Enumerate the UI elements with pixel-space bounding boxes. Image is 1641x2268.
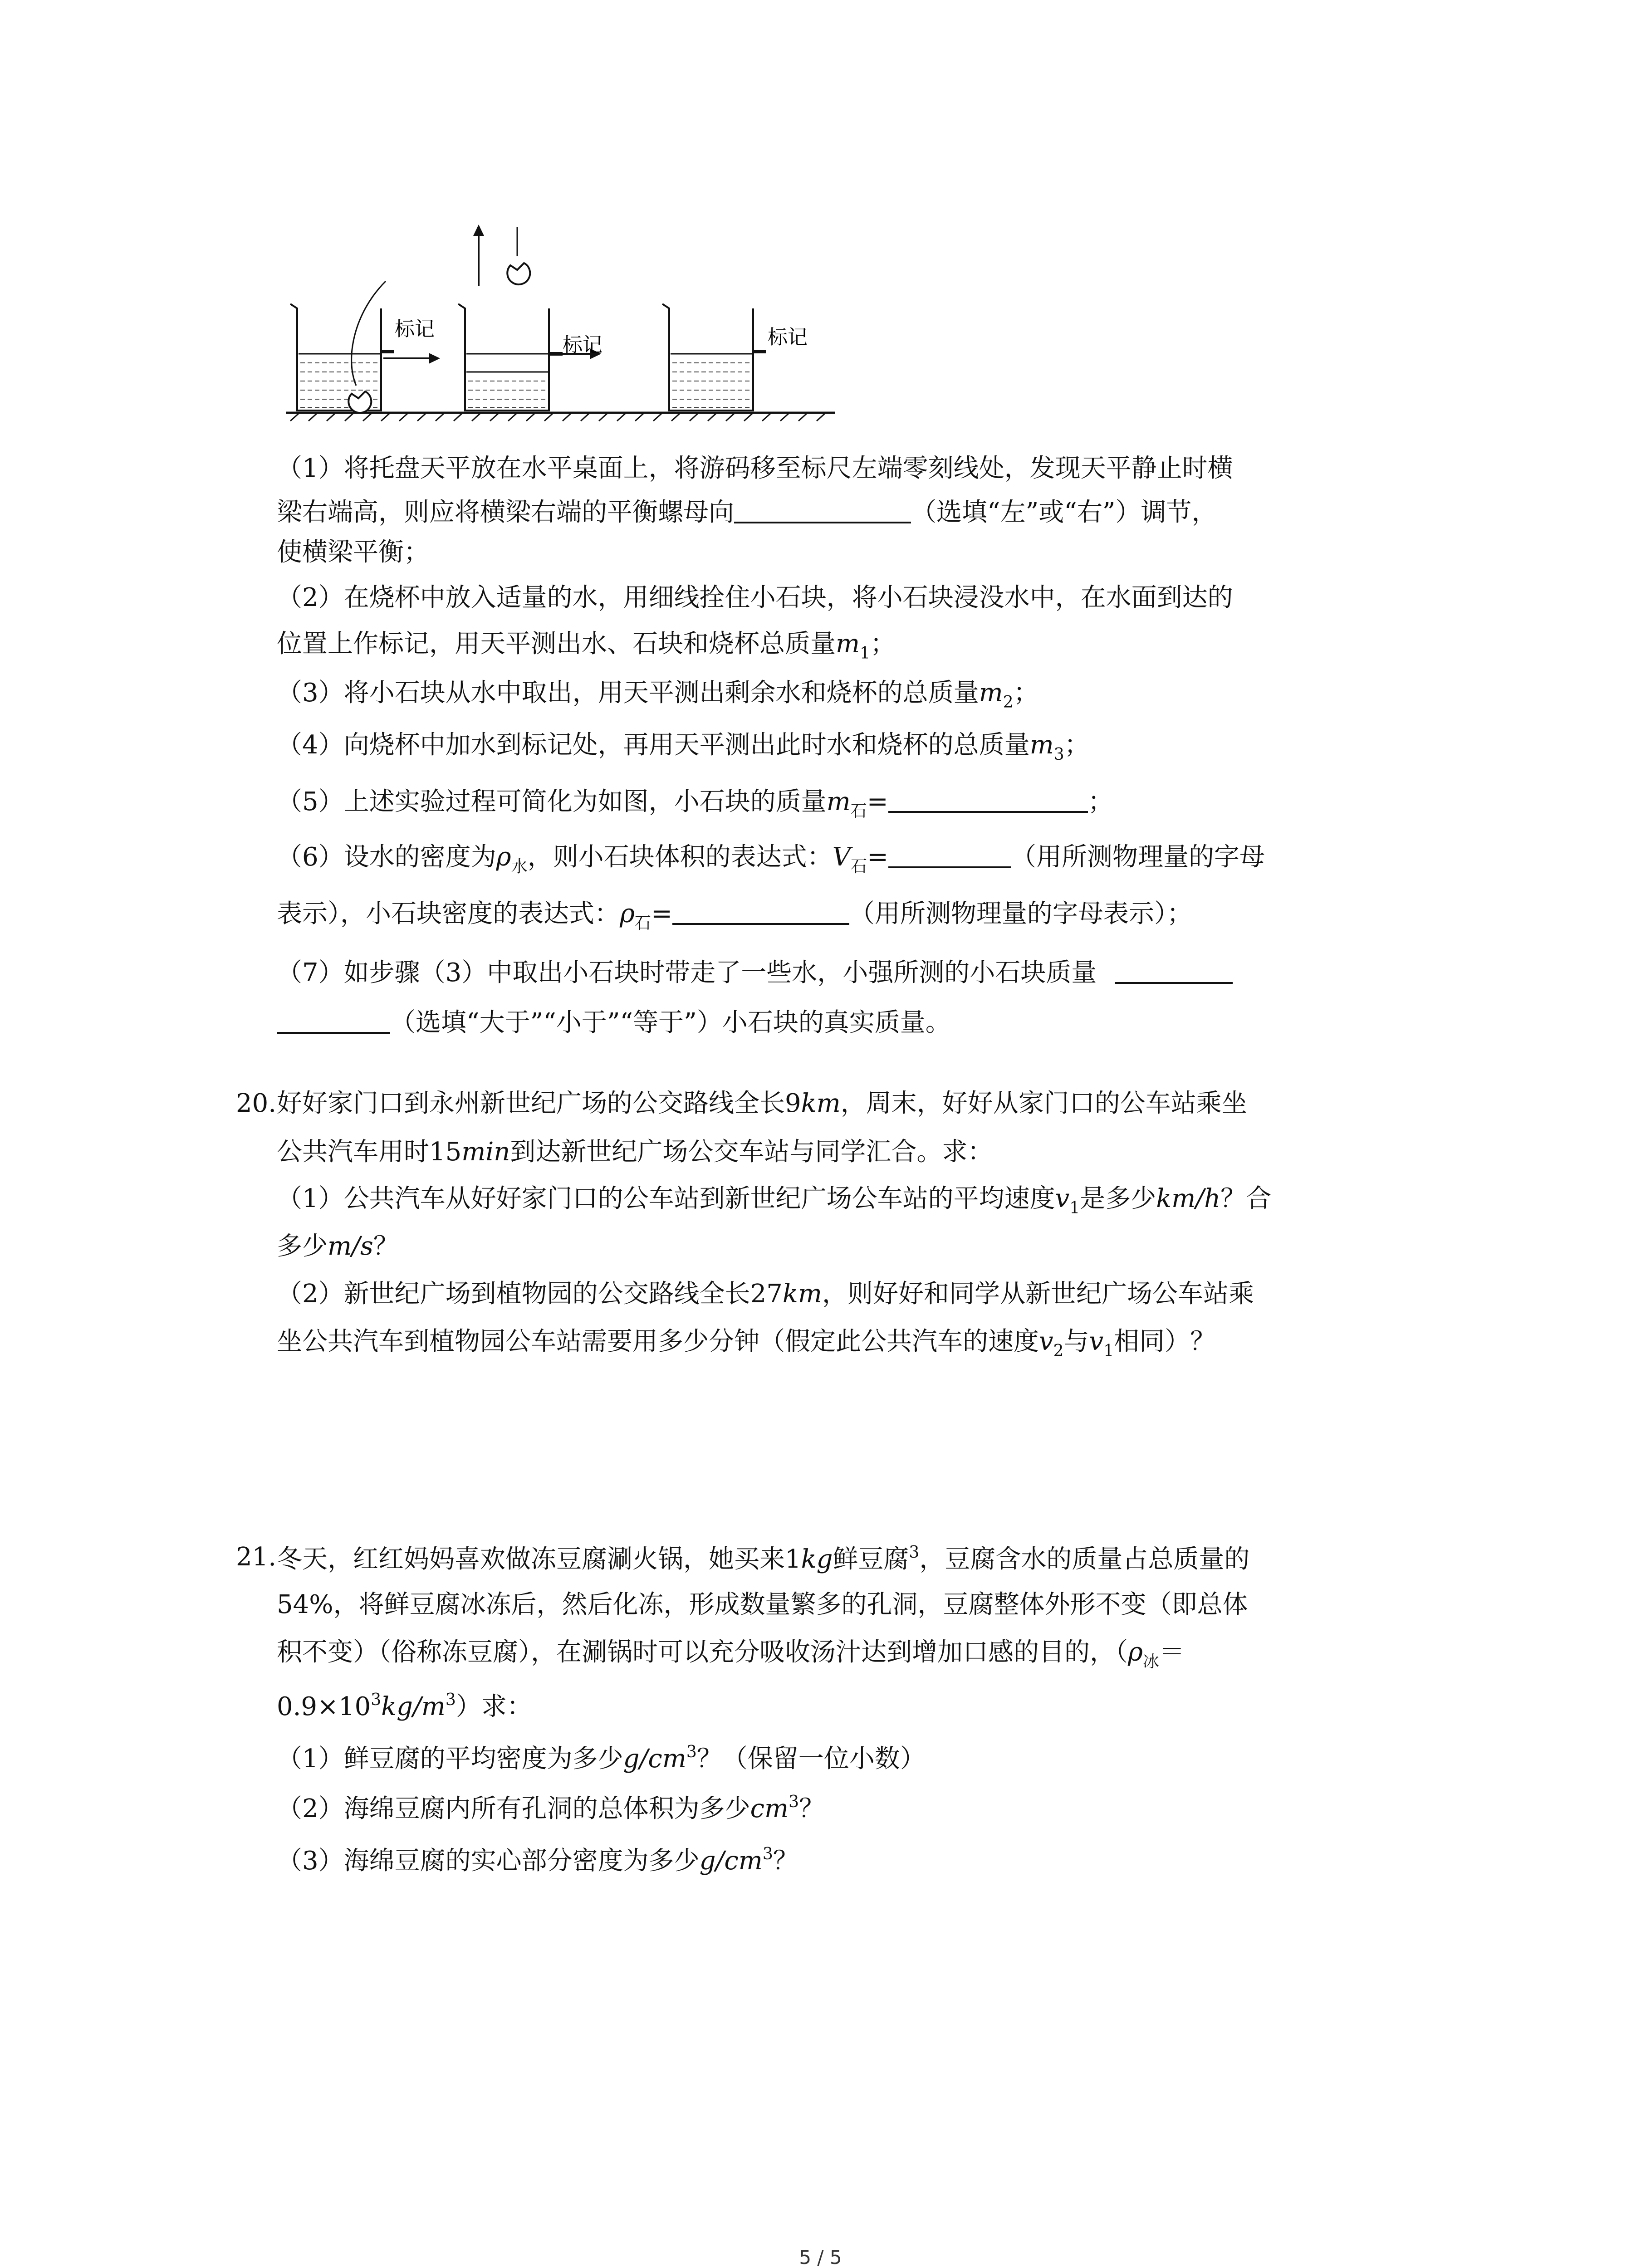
q21-line4: $0.9\times 10^3kg/m^3$）求： <box>277 1691 532 1721</box>
q21-number: 21. <box>236 1542 277 1572</box>
beaker-3 <box>662 304 753 411</box>
q20-part1-line1: （1）公共汽车从好好家门口的公车站到新世纪广场公车站的平均速度$v_1$是多少km/h？合 <box>277 1184 1272 1217</box>
q19-step2-line2: 位置上作标记，用天平测出水、石块和烧杯总质量$m_1$； <box>277 629 896 663</box>
q19-step6-line2: 表示），小石块密度的表达式：$\rho_石=$ （用所测物理量的字母表示）； <box>277 899 1192 933</box>
q19-step1-line1: （1）将托盘天平放在水平桌面上，将游码移至标尺左端零刻线处，发现天平静止时横 <box>277 454 1233 483</box>
q20-part2-line2: 坐公共汽车到植物园公车站需要用多少分钟（假定此公共汽车的速度$v_2$与$v_1$相同）？ <box>277 1327 1216 1360</box>
answer-blank-4[interactable] <box>672 900 849 925</box>
q21-line1: 冬天，红红妈妈喜欢做冻豆腐涮火锅，她买来1kg鲜豆腐$^3$，豆腐含水的质量占总质量的 <box>277 1543 1250 1574</box>
mark-label-1: 标记 <box>395 318 435 341</box>
answer-blank-2[interactable] <box>888 788 1088 813</box>
q21-part3: （3）海绵豆腐的实心部分密度为多少$g/cm^3$？ <box>277 1845 798 1876</box>
q20-line1: 好好家门口到永州新世纪广场的公交路线全长9km，周末，好好从家门口的公车站乘坐 <box>277 1089 1247 1118</box>
mark-label-2: 标记 <box>563 333 603 357</box>
q19-step3: （3）将小石块从水中取出，用天平测出剩余水和烧杯的总质量$m_2$； <box>277 678 1039 712</box>
answer-blank-5b[interactable] <box>277 1009 390 1034</box>
beaker-2 <box>458 304 549 411</box>
lifted-stone <box>507 263 530 284</box>
q19-step1-line3: 使横梁平衡； <box>277 538 429 567</box>
q20-line2: 公共汽车用时15min到达新世纪广场公交车站与同学汇合。求： <box>277 1137 993 1167</box>
q19-step2-line1: （2）在烧杯中放入适量的水，用细线拴住小石块，将小石块浸没水中，在水面到达的 <box>277 583 1233 612</box>
q21-line2: 54%，将鲜豆腐冰冻后，然后化冻，形成数量繁多的孔洞，豆腐整体外形不变（即总体 <box>277 1590 1248 1619</box>
q19-step4: （4）向烧杯中加水到标记处，再用天平测出此时水和烧杯的总质量$m_3$； <box>277 730 1090 764</box>
q20-part1-line2: 多少m/s？ <box>277 1232 399 1261</box>
q19-step6-line1: （6）设水的密度为$\rho_水$，则小石块体积的表达式：$V_石=$ （用所测物理量的字母 <box>277 842 1265 876</box>
q21-part1: （1）鲜豆腐的平均密度为多少$g/cm^3$？（保留一位小数） <box>277 1743 926 1774</box>
q19-step7-line2: （选填“大于”“小于”“等于”）小石块的真实质量。 <box>277 1009 951 1036</box>
answer-blank-1[interactable] <box>734 499 911 523</box>
mark-label-3: 标记 <box>768 326 808 349</box>
page-number: 5 / 5 <box>799 2246 842 2268</box>
q19-step7-line1: （7）如步骤（3）中取出小石块时带走了一些水，小强所测的小石块质量 <box>277 959 1233 986</box>
q19-step1-line2: 梁右端高，则应将横梁右端的平衡螺母向 （选填“左”或“右”）调节， <box>277 498 1217 527</box>
q20-part2-line1: （2）新世纪广场到植物园的公交路线全长27km，则好好和同学从新世纪广场公车站乘 <box>277 1279 1254 1309</box>
q21-part2: （2）海绵豆腐内所有孔洞的总体积为多少$cm^3$？ <box>277 1793 825 1823</box>
beaker-experiment-figure <box>272 222 862 422</box>
answer-blank-3[interactable] <box>888 844 1011 868</box>
q20-number: 20. <box>236 1089 277 1118</box>
q19-step5: （5）上述实验过程可简化为如图，小石块的质量$m_石=$ ； <box>277 787 1113 821</box>
answer-blank-5a[interactable] <box>1115 959 1233 984</box>
stone-in-beaker <box>348 391 371 413</box>
q21-line3: 积不变）（俗称冻豆腐），在涮锅时可以充分吸收汤汁达到增加口感的目的，（$\rho_冰=$ <box>277 1637 1185 1671</box>
